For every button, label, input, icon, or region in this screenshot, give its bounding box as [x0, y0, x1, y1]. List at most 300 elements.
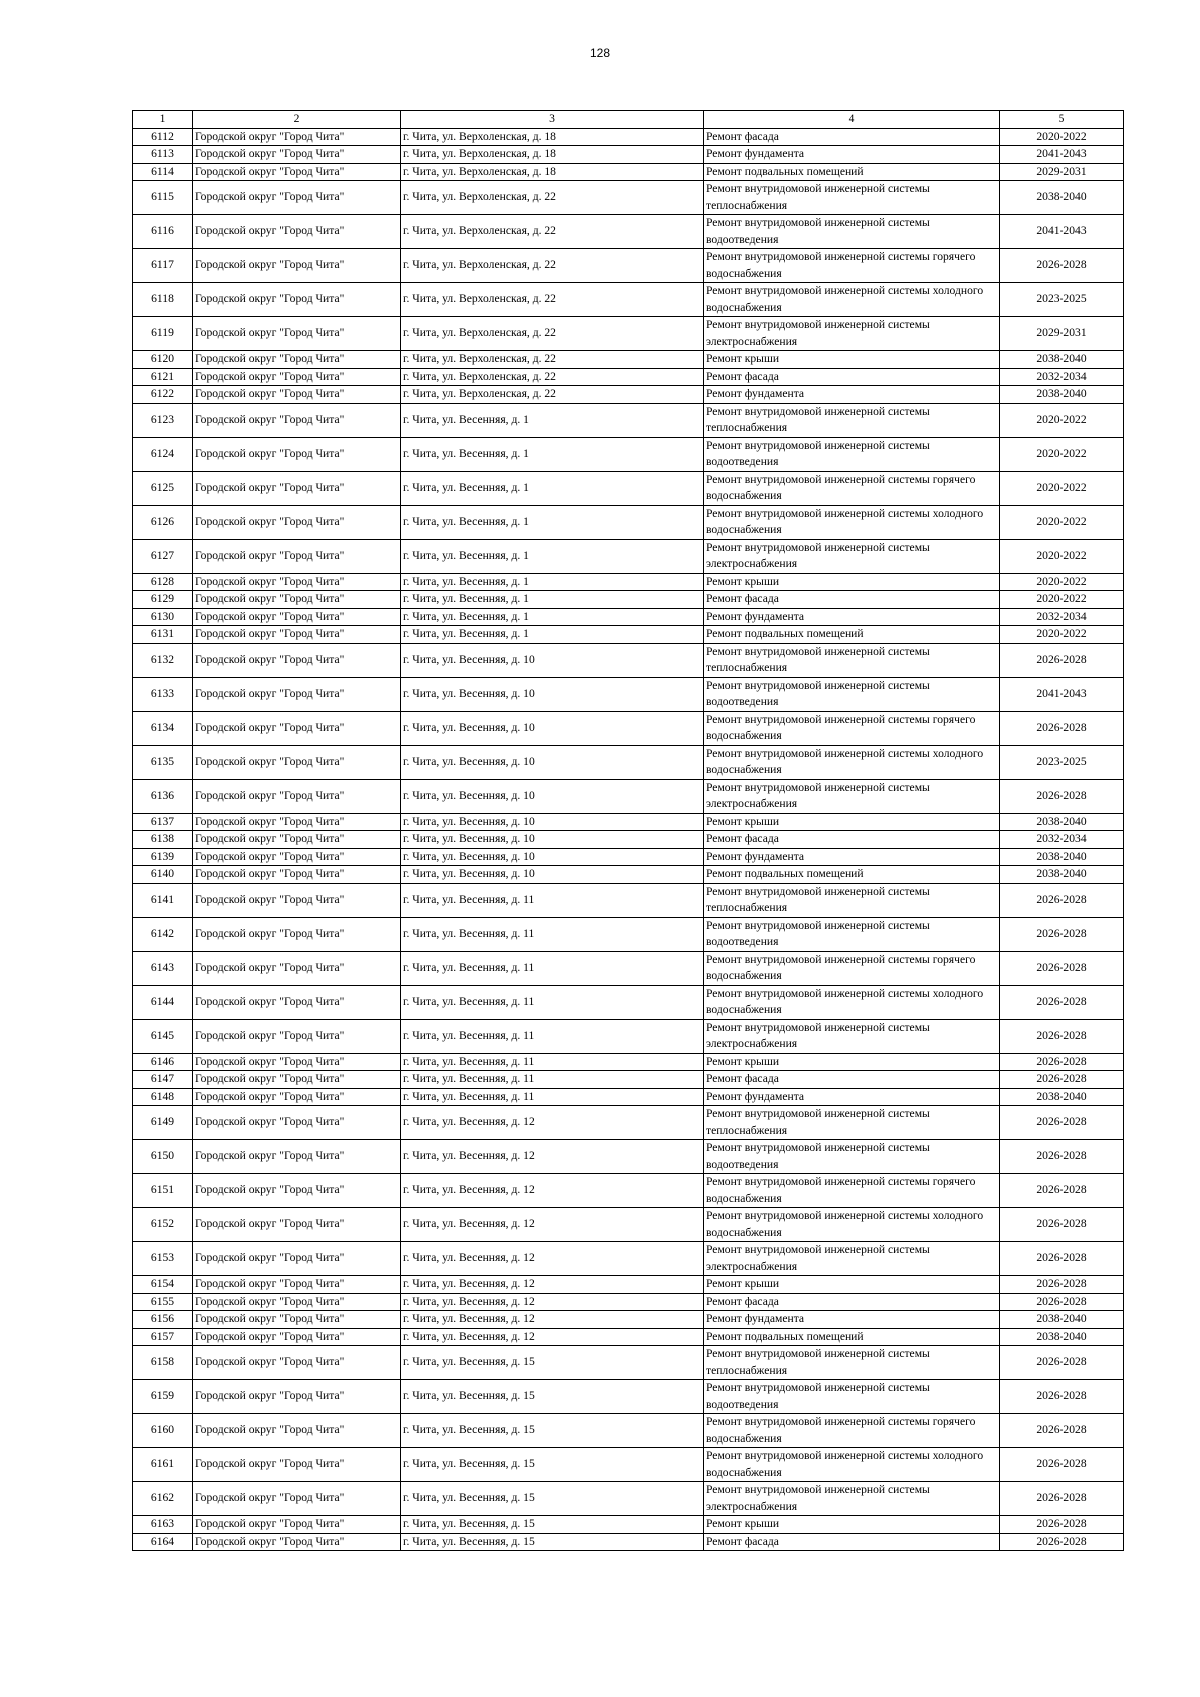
period-cell: 2038-2040 — [1000, 386, 1124, 404]
table-row — [133, 1533, 1124, 1551]
municipality-cell: Городской округ "Город Чита" — [193, 573, 401, 591]
period-cell: 2026-2028 — [1000, 1053, 1124, 1071]
work-type-cell: Ремонт фасада — [704, 591, 1000, 609]
table-row — [133, 573, 1124, 591]
table-header — [133, 111, 1124, 129]
row-number-cell: 6134 — [133, 711, 193, 745]
address-cell: г. Чита, ул. Весенняя, д. 12 — [401, 1276, 704, 1294]
period-cell: 2029-2031 — [1000, 317, 1124, 351]
work-type-cell: Ремонт внутридомовой инженерной системы электроснабжения — [704, 1019, 1000, 1053]
work-type-cell: Ремонт внутридомовой инженерной системы горячего водоснабжения — [704, 951, 1000, 985]
table-row — [133, 1208, 1124, 1242]
period-cell: 2026-2028 — [1000, 1533, 1124, 1551]
row-number-cell: 6131 — [133, 626, 193, 644]
work-type-cell: Ремонт внутридомовой инженерной системы теплоснабжения — [704, 1106, 1000, 1140]
table-row — [133, 1053, 1124, 1071]
municipality-cell: Городской округ "Город Чита" — [193, 1293, 401, 1311]
municipality-cell: Городской округ "Город Чита" — [193, 1242, 401, 1276]
address-cell: г. Чита, ул. Весенняя, д. 1 — [401, 403, 704, 437]
row-number-cell: 6145 — [133, 1019, 193, 1053]
municipality-cell: Городской округ "Город Чита" — [193, 1448, 401, 1482]
work-type-cell: Ремонт внутридомовой инженерной системы водоотведения — [704, 1380, 1000, 1414]
row-number-cell: 6120 — [133, 351, 193, 369]
municipality-cell: Городской округ "Город Чита" — [193, 1533, 401, 1551]
municipality-cell: Городской округ "Город Чита" — [193, 831, 401, 849]
period-cell: 2026-2028 — [1000, 1140, 1124, 1174]
municipality-cell: Городской округ "Город Чита" — [193, 1516, 401, 1534]
period-cell: 2038-2040 — [1000, 1311, 1124, 1329]
table-row — [133, 1482, 1124, 1516]
work-type-cell: Ремонт внутридомовой инженерной системы водоотведения — [704, 215, 1000, 249]
page-number: 128 — [589, 46, 611, 60]
municipality-cell: Городской округ "Город Чита" — [193, 1380, 401, 1414]
work-type-cell: Ремонт внутридомовой инженерной системы водоотведения — [704, 1140, 1000, 1174]
table-row — [133, 848, 1124, 866]
work-type-cell: Ремонт внутридомовой инженерной системы электроснабжения — [704, 539, 1000, 573]
work-type-cell: Ремонт фасада — [704, 128, 1000, 146]
row-number-cell: 6138 — [133, 831, 193, 849]
address-cell: г. Чита, ул. Весенняя, д. 10 — [401, 779, 704, 813]
table-row — [133, 643, 1124, 677]
work-type-cell: Ремонт внутридомовой инженерной системы холодного водоснабжения — [704, 1208, 1000, 1242]
address-cell: г. Чита, ул. Весенняя, д. 12 — [401, 1311, 704, 1329]
period-cell: 2026-2028 — [1000, 779, 1124, 813]
table-row — [133, 1174, 1124, 1208]
row-number-cell: 6144 — [133, 985, 193, 1019]
period-cell: 2026-2028 — [1000, 1208, 1124, 1242]
address-cell: г. Чита, ул. Верхоленская, д. 22 — [401, 215, 704, 249]
address-cell: г. Чита, ул. Весенняя, д. 15 — [401, 1533, 704, 1551]
municipality-cell: Городской округ "Город Чита" — [193, 1311, 401, 1329]
work-type-cell: Ремонт фасада — [704, 831, 1000, 849]
period-cell: 2026-2028 — [1000, 1448, 1124, 1482]
work-type-cell: Ремонт фундамента — [704, 1088, 1000, 1106]
table-row — [133, 1242, 1124, 1276]
table-row — [133, 1106, 1124, 1140]
address-cell: г. Чита, ул. Весенняя, д. 10 — [401, 677, 704, 711]
municipality-cell: Городской округ "Город Чита" — [193, 951, 401, 985]
row-number-cell: 6139 — [133, 848, 193, 866]
period-cell: 2026-2028 — [1000, 1242, 1124, 1276]
period-cell: 2041-2043 — [1000, 215, 1124, 249]
work-type-cell: Ремонт внутридомовой инженерной системы электроснабжения — [704, 317, 1000, 351]
row-number-cell: 6136 — [133, 779, 193, 813]
address-cell: г. Чита, ул. Весенняя, д. 12 — [401, 1106, 704, 1140]
row-number-cell: 6153 — [133, 1242, 193, 1276]
period-cell: 2041-2043 — [1000, 146, 1124, 164]
table-row — [133, 539, 1124, 573]
work-type-cell: Ремонт внутридомовой инженерной системы теплоснабжения — [704, 643, 1000, 677]
table-row — [133, 779, 1124, 813]
period-cell: 2032-2034 — [1000, 608, 1124, 626]
row-number-cell: 6160 — [133, 1414, 193, 1448]
municipality-cell: Городской округ "Город Чита" — [193, 1071, 401, 1089]
table-row — [133, 163, 1124, 181]
table-row — [133, 711, 1124, 745]
municipality-cell: Городской округ "Город Чита" — [193, 351, 401, 369]
period-cell: 2026-2028 — [1000, 985, 1124, 1019]
address-cell: г. Чита, ул. Верхоленская, д. 22 — [401, 249, 704, 283]
table-row — [133, 437, 1124, 471]
row-number-cell: 6129 — [133, 591, 193, 609]
period-cell: 2026-2028 — [1000, 1174, 1124, 1208]
period-cell: 2038-2040 — [1000, 351, 1124, 369]
table-row — [133, 505, 1124, 539]
address-cell: г. Чита, ул. Весенняя, д. 10 — [401, 711, 704, 745]
table-body — [133, 128, 1124, 1551]
address-cell: г. Чита, ул. Весенняя, д. 15 — [401, 1414, 704, 1448]
period-cell: 2026-2028 — [1000, 249, 1124, 283]
period-cell: 2032-2034 — [1000, 368, 1124, 386]
address-cell: г. Чита, ул. Верхоленская, д. 22 — [401, 283, 704, 317]
municipality-cell: Городской округ "Город Чита" — [193, 539, 401, 573]
row-number-cell: 6130 — [133, 608, 193, 626]
address-cell: г. Чита, ул. Верхоленская, д. 18 — [401, 163, 704, 181]
address-cell: г. Чита, ул. Верхоленская, д. 22 — [401, 181, 704, 215]
work-type-cell: Ремонт внутридомовой инженерной системы горячего водоснабжения — [704, 711, 1000, 745]
period-cell: 2038-2040 — [1000, 1328, 1124, 1346]
table-row — [133, 866, 1124, 884]
address-cell: г. Чита, ул. Весенняя, д. 10 — [401, 848, 704, 866]
row-number-cell: 6147 — [133, 1071, 193, 1089]
period-cell: 2020-2022 — [1000, 437, 1124, 471]
period-cell: 2026-2028 — [1000, 1380, 1124, 1414]
table-row — [133, 368, 1124, 386]
work-type-cell: Ремонт крыши — [704, 1516, 1000, 1534]
row-number-cell: 6124 — [133, 437, 193, 471]
row-number-cell: 6135 — [133, 745, 193, 779]
municipality-cell: Городской округ "Город Чита" — [193, 403, 401, 437]
header-col-3: 3 — [401, 111, 704, 129]
row-number-cell: 6137 — [133, 813, 193, 831]
row-number-cell: 6164 — [133, 1533, 193, 1551]
municipality-cell: Городской округ "Город Чита" — [193, 471, 401, 505]
table-row — [133, 351, 1124, 369]
work-type-cell: Ремонт внутридомовой инженерной системы горячего водоснабжения — [704, 471, 1000, 505]
row-number-cell: 6148 — [133, 1088, 193, 1106]
work-type-cell: Ремонт внутридомовой инженерной системы водоотведения — [704, 437, 1000, 471]
period-cell: 2020-2022 — [1000, 539, 1124, 573]
row-number-cell: 6114 — [133, 163, 193, 181]
address-cell: г. Чита, ул. Весенняя, д. 15 — [401, 1482, 704, 1516]
address-cell: г. Чита, ул. Весенняя, д. 11 — [401, 951, 704, 985]
table-row — [133, 1276, 1124, 1294]
row-number-cell: 6121 — [133, 368, 193, 386]
address-cell: г. Чита, ул. Весенняя, д. 12 — [401, 1328, 704, 1346]
row-number-cell: 6157 — [133, 1328, 193, 1346]
municipality-cell: Городской округ "Город Чита" — [193, 1088, 401, 1106]
table-row — [133, 883, 1124, 917]
municipality-cell: Городской округ "Город Чита" — [193, 317, 401, 351]
municipality-cell: Городской округ "Город Чита" — [193, 386, 401, 404]
municipality-cell: Городской округ "Город Чита" — [193, 985, 401, 1019]
municipality-cell: Городской округ "Город Чита" — [193, 626, 401, 644]
header-col-2: 2 — [193, 111, 401, 129]
work-type-cell: Ремонт внутридомовой инженерной системы горячего водоснабжения — [704, 1414, 1000, 1448]
address-cell: г. Чита, ул. Весенняя, д. 1 — [401, 505, 704, 539]
address-cell: г. Чита, ул. Весенняя, д. 12 — [401, 1140, 704, 1174]
address-cell: г. Чита, ул. Верхоленская, д. 22 — [401, 351, 704, 369]
municipality-cell: Городской округ "Город Чита" — [193, 813, 401, 831]
address-cell: г. Чита, ул. Весенняя, д. 1 — [401, 608, 704, 626]
table-row — [133, 283, 1124, 317]
work-type-cell: Ремонт внутридомовой инженерной системы теплоснабжения — [704, 1346, 1000, 1380]
table-row — [133, 128, 1124, 146]
address-cell: г. Чита, ул. Весенняя, д. 1 — [401, 573, 704, 591]
address-cell: г. Чита, ул. Весенняя, д. 11 — [401, 985, 704, 1019]
table-row — [133, 215, 1124, 249]
table-row — [133, 917, 1124, 951]
row-number-cell: 6117 — [133, 249, 193, 283]
municipality-cell: Городской округ "Город Чита" — [193, 779, 401, 813]
period-cell: 2026-2028 — [1000, 917, 1124, 951]
address-cell: г. Чита, ул. Весенняя, д. 11 — [401, 1088, 704, 1106]
municipality-cell: Городской округ "Город Чита" — [193, 608, 401, 626]
work-type-cell: Ремонт крыши — [704, 1276, 1000, 1294]
row-number-cell: 6151 — [133, 1174, 193, 1208]
table-row — [133, 985, 1124, 1019]
period-cell: 2026-2028 — [1000, 1106, 1124, 1140]
municipality-cell: Городской округ "Город Чита" — [193, 1053, 401, 1071]
municipality-cell: Городской округ "Город Чита" — [193, 128, 401, 146]
table-row — [133, 471, 1124, 505]
address-cell: г. Чита, ул. Весенняя, д. 15 — [401, 1448, 704, 1482]
period-cell: 2038-2040 — [1000, 866, 1124, 884]
period-cell: 2026-2028 — [1000, 1071, 1124, 1089]
municipality-cell: Городской округ "Город Чита" — [193, 181, 401, 215]
address-cell: г. Чита, ул. Весенняя, д. 10 — [401, 813, 704, 831]
work-type-cell: Ремонт внутридомовой инженерной системы холодного водоснабжения — [704, 505, 1000, 539]
period-cell: 2026-2028 — [1000, 1293, 1124, 1311]
work-type-cell: Ремонт внутридомовой инженерной системы теплоснабжения — [704, 181, 1000, 215]
municipality-cell: Городской округ "Город Чита" — [193, 745, 401, 779]
row-number-cell: 6146 — [133, 1053, 193, 1071]
municipality-cell: Городской округ "Город Чита" — [193, 917, 401, 951]
municipality-cell: Городской округ "Город Чита" — [193, 1208, 401, 1242]
period-cell: 2038-2040 — [1000, 848, 1124, 866]
period-cell: 2026-2028 — [1000, 1019, 1124, 1053]
row-number-cell: 6126 — [133, 505, 193, 539]
municipality-cell: Городской округ "Город Чита" — [193, 1276, 401, 1294]
work-type-cell: Ремонт фундамента — [704, 608, 1000, 626]
municipality-cell: Городской округ "Город Чита" — [193, 163, 401, 181]
table-row — [133, 181, 1124, 215]
table-row — [133, 1311, 1124, 1329]
work-type-cell: Ремонт внутридомовой инженерной системы холодного водоснабжения — [704, 985, 1000, 1019]
work-type-cell: Ремонт подвальных помещений — [704, 626, 1000, 644]
municipality-cell: Городской округ "Город Чита" — [193, 283, 401, 317]
municipality-cell: Городской округ "Город Чита" — [193, 249, 401, 283]
work-type-cell: Ремонт внутридомовой инженерной системы водоотведения — [704, 917, 1000, 951]
work-type-cell: Ремонт фундамента — [704, 848, 1000, 866]
work-type-cell: Ремонт подвальных помещений — [704, 163, 1000, 181]
work-type-cell: Ремонт фасада — [704, 1533, 1000, 1551]
row-number-cell: 6115 — [133, 181, 193, 215]
address-cell: г. Чита, ул. Весенняя, д. 15 — [401, 1516, 704, 1534]
period-cell: 2023-2025 — [1000, 283, 1124, 317]
address-cell: г. Чита, ул. Весенняя, д. 12 — [401, 1208, 704, 1242]
header-col-5: 5 — [1000, 111, 1124, 129]
period-cell: 2026-2028 — [1000, 1516, 1124, 1534]
work-type-cell: Ремонт внутридомовой инженерной системы водоотведения — [704, 677, 1000, 711]
period-cell: 2026-2028 — [1000, 1414, 1124, 1448]
row-number-cell: 6113 — [133, 146, 193, 164]
table-row — [133, 591, 1124, 609]
work-type-cell: Ремонт внутридомовой инженерной системы теплоснабжения — [704, 403, 1000, 437]
work-type-cell: Ремонт фундамента — [704, 146, 1000, 164]
table-row — [133, 608, 1124, 626]
municipality-cell: Городской округ "Город Чита" — [193, 1174, 401, 1208]
period-cell: 2032-2034 — [1000, 831, 1124, 849]
municipality-cell: Городской округ "Город Чита" — [193, 368, 401, 386]
address-cell: г. Чита, ул. Весенняя, д. 15 — [401, 1380, 704, 1414]
period-cell: 2020-2022 — [1000, 471, 1124, 505]
repair-schedule-table — [132, 110, 1124, 1551]
work-type-cell: Ремонт внутридомовой инженерной системы холодного водоснабжения — [704, 745, 1000, 779]
row-number-cell: 6128 — [133, 573, 193, 591]
municipality-cell: Городской округ "Город Чита" — [193, 711, 401, 745]
work-type-cell: Ремонт фундамента — [704, 386, 1000, 404]
work-type-cell: Ремонт подвальных помещений — [704, 1328, 1000, 1346]
address-cell: г. Чита, ул. Весенняя, д. 1 — [401, 471, 704, 505]
table-row — [133, 813, 1124, 831]
work-type-cell: Ремонт подвальных помещений — [704, 866, 1000, 884]
work-type-cell: Ремонт фасада — [704, 368, 1000, 386]
table-row — [133, 831, 1124, 849]
municipality-cell: Городской округ "Город Чита" — [193, 146, 401, 164]
work-type-cell: Ремонт внутридомовой инженерной системы горячего водоснабжения — [704, 249, 1000, 283]
row-number-cell: 6159 — [133, 1380, 193, 1414]
row-number-cell: 6161 — [133, 1448, 193, 1482]
municipality-cell: Городской округ "Город Чита" — [193, 866, 401, 884]
period-cell: 2029-2031 — [1000, 163, 1124, 181]
period-cell: 2020-2022 — [1000, 591, 1124, 609]
address-cell: г. Чита, ул. Весенняя, д. 10 — [401, 831, 704, 849]
work-type-cell: Ремонт крыши — [704, 351, 1000, 369]
table-row — [133, 317, 1124, 351]
row-number-cell: 6163 — [133, 1516, 193, 1534]
table-row — [133, 1071, 1124, 1089]
work-type-cell: Ремонт внутридомовой инженерной системы теплоснабжения — [704, 883, 1000, 917]
period-cell: 2020-2022 — [1000, 403, 1124, 437]
row-number-cell: 6156 — [133, 1311, 193, 1329]
work-type-cell: Ремонт крыши — [704, 1053, 1000, 1071]
table-row — [133, 146, 1124, 164]
table-row — [133, 626, 1124, 644]
address-cell: г. Чита, ул. Весенняя, д. 1 — [401, 626, 704, 644]
table-row — [133, 1328, 1124, 1346]
work-type-cell: Ремонт внутридомовой инженерной системы электроснабжения — [704, 1482, 1000, 1516]
address-cell: г. Чита, ул. Весенняя, д. 11 — [401, 1053, 704, 1071]
period-cell: 2038-2040 — [1000, 813, 1124, 831]
municipality-cell: Городской округ "Город Чита" — [193, 1414, 401, 1448]
row-number-cell: 6143 — [133, 951, 193, 985]
table-row — [133, 403, 1124, 437]
row-number-cell: 6119 — [133, 317, 193, 351]
period-cell: 2020-2022 — [1000, 626, 1124, 644]
period-cell: 2038-2040 — [1000, 1088, 1124, 1106]
address-cell: г. Чита, ул. Весенняя, д. 12 — [401, 1242, 704, 1276]
row-number-cell: 6140 — [133, 866, 193, 884]
row-number-cell: 6142 — [133, 917, 193, 951]
address-cell: г. Чита, ул. Верхоленская, д. 18 — [401, 128, 704, 146]
address-cell: г. Чита, ул. Весенняя, д. 11 — [401, 1019, 704, 1053]
row-number-cell: 6149 — [133, 1106, 193, 1140]
municipality-cell: Городской округ "Город Чита" — [193, 1328, 401, 1346]
table-row — [133, 1516, 1124, 1534]
table-row — [133, 1380, 1124, 1414]
municipality-cell: Городской округ "Город Чита" — [193, 1346, 401, 1380]
period-cell: 2026-2028 — [1000, 643, 1124, 677]
row-number-cell: 6127 — [133, 539, 193, 573]
municipality-cell: Городской округ "Город Чита" — [193, 1019, 401, 1053]
period-cell: 2026-2028 — [1000, 1346, 1124, 1380]
period-cell: 2026-2028 — [1000, 951, 1124, 985]
row-number-cell: 6123 — [133, 403, 193, 437]
table-row — [133, 1346, 1124, 1380]
municipality-cell: Городской округ "Город Чита" — [193, 591, 401, 609]
municipality-cell: Городской округ "Город Чита" — [193, 883, 401, 917]
row-number-cell: 6122 — [133, 386, 193, 404]
address-cell: г. Чита, ул. Весенняя, д. 1 — [401, 591, 704, 609]
municipality-cell: Городской округ "Город Чита" — [193, 1482, 401, 1516]
row-number-cell: 6150 — [133, 1140, 193, 1174]
table-row — [133, 386, 1124, 404]
work-type-cell: Ремонт внутридомовой инженерной системы горячего водоснабжения — [704, 1174, 1000, 1208]
address-cell: г. Чита, ул. Весенняя, д. 10 — [401, 866, 704, 884]
municipality-cell: Городской округ "Город Чита" — [193, 848, 401, 866]
address-cell: г. Чита, ул. Верхоленская, д. 22 — [401, 386, 704, 404]
row-number-cell: 6155 — [133, 1293, 193, 1311]
address-cell: г. Чита, ул. Весенняя, д. 10 — [401, 745, 704, 779]
work-type-cell: Ремонт внутридомовой инженерной системы холодного водоснабжения — [704, 283, 1000, 317]
period-cell: 2020-2022 — [1000, 505, 1124, 539]
municipality-cell: Городской округ "Город Чита" — [193, 1106, 401, 1140]
address-cell: г. Чита, ул. Верхоленская, д. 18 — [401, 146, 704, 164]
table-row — [133, 1019, 1124, 1053]
header-col-1: 1 — [133, 111, 193, 129]
table-row — [133, 249, 1124, 283]
row-number-cell: 6154 — [133, 1276, 193, 1294]
address-cell: г. Чита, ул. Весенняя, д. 1 — [401, 539, 704, 573]
work-type-cell: Ремонт крыши — [704, 573, 1000, 591]
address-cell: г. Чита, ул. Весенняя, д. 11 — [401, 883, 704, 917]
municipality-cell: Городской округ "Город Чита" — [193, 215, 401, 249]
work-type-cell: Ремонт внутридомовой инженерной системы электроснабжения — [704, 779, 1000, 813]
period-cell: 2041-2043 — [1000, 677, 1124, 711]
row-number-cell: 6116 — [133, 215, 193, 249]
work-type-cell: Ремонт фундамента — [704, 1311, 1000, 1329]
row-number-cell: 6133 — [133, 677, 193, 711]
address-cell: г. Чита, ул. Весенняя, д. 10 — [401, 643, 704, 677]
address-cell: г. Чита, ул. Весенняя, д. 15 — [401, 1346, 704, 1380]
table-row — [133, 951, 1124, 985]
address-cell: г. Чита, ул. Верхоленская, д. 22 — [401, 317, 704, 351]
municipality-cell: Городской округ "Город Чита" — [193, 1140, 401, 1174]
work-type-cell: Ремонт внутридомовой инженерной системы электроснабжения — [704, 1242, 1000, 1276]
row-number-cell: 6125 — [133, 471, 193, 505]
period-cell: 2038-2040 — [1000, 181, 1124, 215]
address-cell: г. Чита, ул. Весенняя, д. 11 — [401, 1071, 704, 1089]
municipality-cell: Городской округ "Город Чита" — [193, 505, 401, 539]
table-row — [133, 1448, 1124, 1482]
period-cell: 2020-2022 — [1000, 573, 1124, 591]
table-row — [133, 677, 1124, 711]
period-cell: 2023-2025 — [1000, 745, 1124, 779]
work-type-cell: Ремонт крыши — [704, 813, 1000, 831]
row-number-cell: 6158 — [133, 1346, 193, 1380]
work-type-cell: Ремонт фасада — [704, 1293, 1000, 1311]
